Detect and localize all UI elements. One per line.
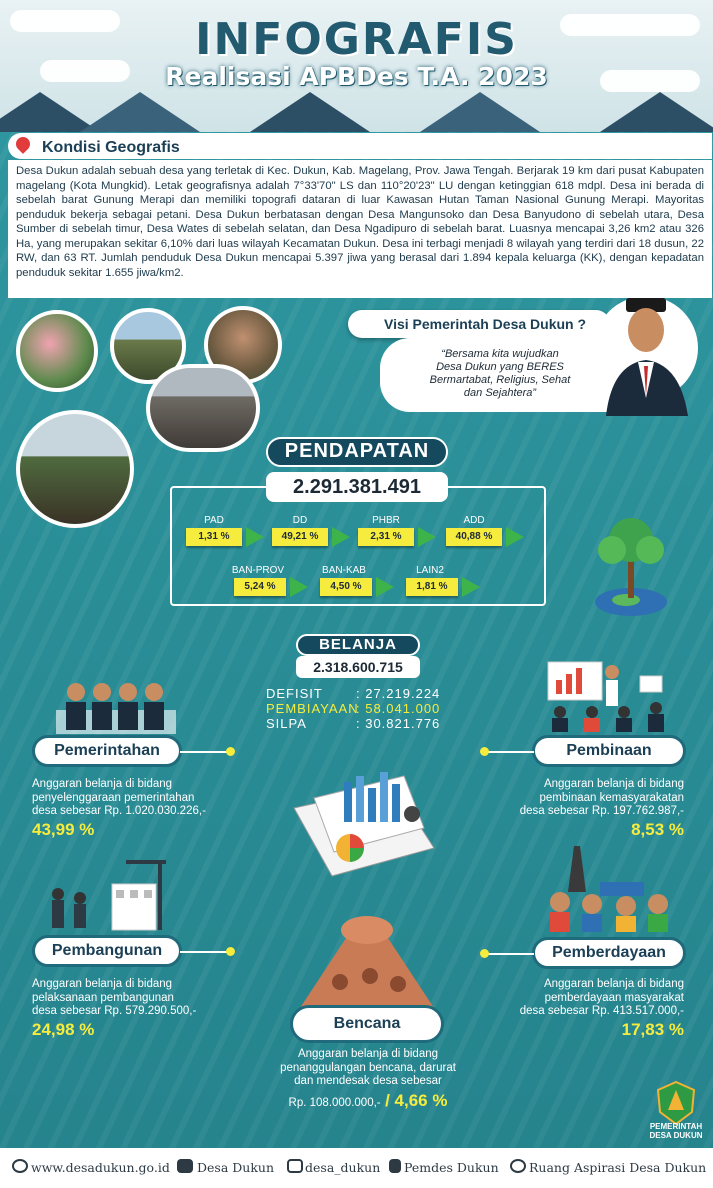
description-line: Anggaran belanja di bidang	[543, 778, 684, 790]
connector-line	[486, 953, 534, 955]
description-line: pemberdayaan masyarakat	[544, 991, 684, 1004]
arrow-right-icon	[290, 577, 308, 597]
visi-quote-line: “Bersama kita wujudkan	[441, 348, 559, 360]
belanja-total: 2.318.600.715	[313, 659, 403, 675]
bencana-amount-row	[258, 1091, 478, 1111]
pendapatan-item-label: ADD	[463, 515, 485, 526]
footer-website-link[interactable]: www.desadukun.go.id	[31, 1160, 170, 1175]
pemberdayaan-title: Pemberdayaan	[552, 944, 666, 961]
defisit-label: DEFISIT	[266, 686, 323, 701]
pendapatan-total: 2.291.381.491	[293, 476, 421, 498]
pendapatan-item-label: PAD	[204, 515, 224, 526]
connector-dot	[226, 947, 235, 956]
logo-caption	[640, 1122, 712, 1140]
footer-youtube-link[interactable]: Desa Dukun	[197, 1160, 275, 1175]
volcano-disaster-illustration	[300, 912, 434, 1008]
geografis-heading: Kondisi Geografis	[42, 139, 180, 156]
description-line: desa sebesar Rp. 1.020.030.226,-	[32, 805, 206, 817]
pembangunan-description	[32, 978, 196, 1019]
pendapatan-item-label: BAN-KAB	[322, 565, 366, 576]
arrow-right-icon	[506, 527, 524, 547]
footer-instagram-link[interactable]: desa_dukun	[305, 1160, 381, 1175]
page-title: INFOGRAFIS	[195, 14, 518, 65]
geografis-text: Desa Dukun adalah sebuah desa yang terletak di Kec. Dukun, Kab. Magelang, Prov. Jawa Tengah. Berjarak 19 km dari pusat Kabupaten magelang (Kota Mungkid). Letak geografisnya adalah 7°33'70" LS dan 110°20'23" LU dengan ketinggian 618 mdpl. Desa ini berada di sebelah barat Gunung Merapi dan memiliki topografi dataran di luar Kawasan Hutan Taman Nasional Gunung Merapi. Mayoritas penduduk bekerja sebagai petani. Desa Dukun berbatasan dengan Desa Mangunsoko dan Desa Banyudono di sebelah utara, Desa Sumber di sebelah timur, Desa Wates di sebelah selatan, dan Desa Ngadipuro di sebelah barat. Luasnya mencapai 3,26 km2 atau 326 Ha, yang merupakan sekitar 6,10% dari luas wilayah Kecamatan Dukun. Desa ini terbagi menjadi 8 wilayah yang terdiri dari 18 dusun, 22 RW, dan 63 RT. Jumlah penduduk Desa Dukun mencapai 5.397 jiwa yang berasal dari 1.894 kepala keluarga (KK), dengan kepadatan penduduk sekitar 1.655 jiwa/km2.	[16, 165, 704, 279]
village-head-portrait	[592, 288, 700, 418]
arrow-right-icon	[418, 527, 436, 547]
visi-quote-line: dan Sejahtera”	[463, 387, 537, 399]
connector-dot	[480, 949, 489, 958]
bencana-percent: / 4,66 %	[385, 1091, 448, 1110]
officials-illustration	[46, 670, 186, 736]
arrow-right-icon	[332, 527, 350, 547]
silpa-value: : 30.821.776	[356, 716, 441, 731]
facebook-icon	[389, 1159, 401, 1173]
visi-quote-line: Desa Dukun yang BERES	[436, 361, 564, 373]
pembinaan-percent: 8,53 %	[631, 820, 684, 839]
mountain-shape	[250, 92, 370, 132]
description-line: Anggaran belanja di bidang	[32, 778, 173, 790]
page-subtitle: Realisasi APBDes T.A. 2023	[165, 62, 548, 91]
whatsapp-icon	[510, 1159, 526, 1173]
arrow-right-icon	[246, 527, 264, 547]
description-line: pembinaan kemasyarakatan	[539, 791, 684, 804]
pendapatan-item-label: LAIN2	[416, 565, 444, 576]
description-line: Anggaran belanja di bidang	[32, 978, 173, 990]
belanja-title: BELANJA	[319, 636, 397, 653]
description-line: Anggaran belanja di bidang	[543, 978, 684, 990]
pendapatan-item-label: DD	[292, 515, 308, 526]
logo-caption-line: DESA DUKUN	[649, 1131, 703, 1140]
footer-whatsapp-link[interactable]: Ruang Aspirasi Desa Dukun	[529, 1160, 707, 1175]
pembangunan-title: Pembangunan	[51, 942, 163, 959]
pemerintahan-title: Pemerintahan	[54, 742, 160, 759]
bencana-amount: Rp. 108.000.000,-	[288, 1097, 381, 1109]
pendapatan-title: PENDAPATAN	[284, 440, 430, 462]
magelang-emblem-logo	[656, 1080, 696, 1126]
pendapatan-item-value: 1,81 %	[406, 578, 458, 596]
visi-quote	[395, 348, 605, 400]
construction-illustration	[46, 856, 176, 932]
description-line: desa sebesar Rp. 197.762.987,-	[519, 805, 684, 817]
connector-dot	[226, 747, 235, 756]
pendapatan-item-label: PHBR	[372, 515, 400, 526]
pendapatan-item-value: 2,31 %	[358, 528, 414, 546]
pembinaan-description	[476, 778, 684, 819]
connector-line	[180, 751, 228, 753]
mountain-shape	[80, 92, 200, 132]
description-line: dan mendesak desa sebesar	[294, 1075, 442, 1087]
pemberdayaan-description	[476, 978, 684, 1019]
pendapatan-item-value: 4,50 %	[320, 578, 372, 596]
village-photo	[16, 410, 134, 528]
village-photo	[16, 310, 98, 392]
bencana-description	[256, 1048, 480, 1089]
pemerintahan-percent: 43,99 %	[32, 820, 95, 839]
visi-quote-line: Bermartabat, Religius, Sehat	[429, 374, 571, 386]
pembinaan-title: Pembinaan	[566, 742, 652, 759]
description-line: Anggaran belanja di bidang	[297, 1048, 439, 1060]
pemerintahan-description	[32, 778, 206, 819]
pendapatan-item-value: 49,21 %	[272, 528, 328, 546]
pendapatan-item-label: BAN-PROV	[231, 565, 285, 576]
description-line: pelaksanaan pembangunan	[32, 991, 174, 1004]
instagram-icon	[287, 1159, 303, 1173]
silpa-label: SILPA	[266, 716, 307, 731]
description-line: penyelenggaraan pemerintahan	[32, 791, 195, 804]
globe-tree-icon	[588, 510, 674, 618]
mountain-shape	[600, 92, 713, 132]
visi-heading: Visi Pemerintah Desa Dukun ?	[384, 316, 587, 332]
description-line: desa sebesar Rp. 413.517.000,-	[519, 1005, 684, 1017]
pemberdayaan-percent: 17,83 %	[621, 1020, 684, 1039]
globe-icon	[12, 1159, 28, 1173]
footer-facebook-link[interactable]: Pemdes Dukun	[404, 1160, 499, 1175]
arrow-right-icon	[462, 577, 480, 597]
pendapatan-item-value: 40,88 %	[446, 528, 502, 546]
connector-line	[486, 751, 534, 753]
pembiayaan-value: : 58.041.000	[356, 701, 441, 716]
pendapatan-item-value: 5,24 %	[234, 578, 286, 596]
description-line: desa sebesar Rp. 579.290.500,-	[32, 1005, 197, 1017]
pembangunan-percent: 24,98 %	[32, 1020, 95, 1039]
report-documents-illustration	[284, 768, 444, 886]
logo-caption-line: PEMERINTAH	[649, 1122, 703, 1131]
description-line: penanggulangan bencana, darurat	[280, 1061, 456, 1074]
village-photo	[146, 364, 260, 452]
community-illustration	[546, 842, 682, 934]
arrow-right-icon	[376, 577, 394, 597]
pendapatan-item-value: 1,31 %	[186, 528, 242, 546]
defisit-value: : 27.219.224	[356, 686, 441, 701]
pembiayaan-label: PEMBIAYAAN	[266, 701, 359, 716]
connector-line	[180, 951, 228, 953]
bencana-title: Bencana	[333, 1015, 401, 1032]
connector-dot	[480, 747, 489, 756]
mountain-shape	[420, 92, 540, 132]
youtube-icon	[177, 1159, 193, 1173]
meeting-illustration	[540, 656, 680, 734]
